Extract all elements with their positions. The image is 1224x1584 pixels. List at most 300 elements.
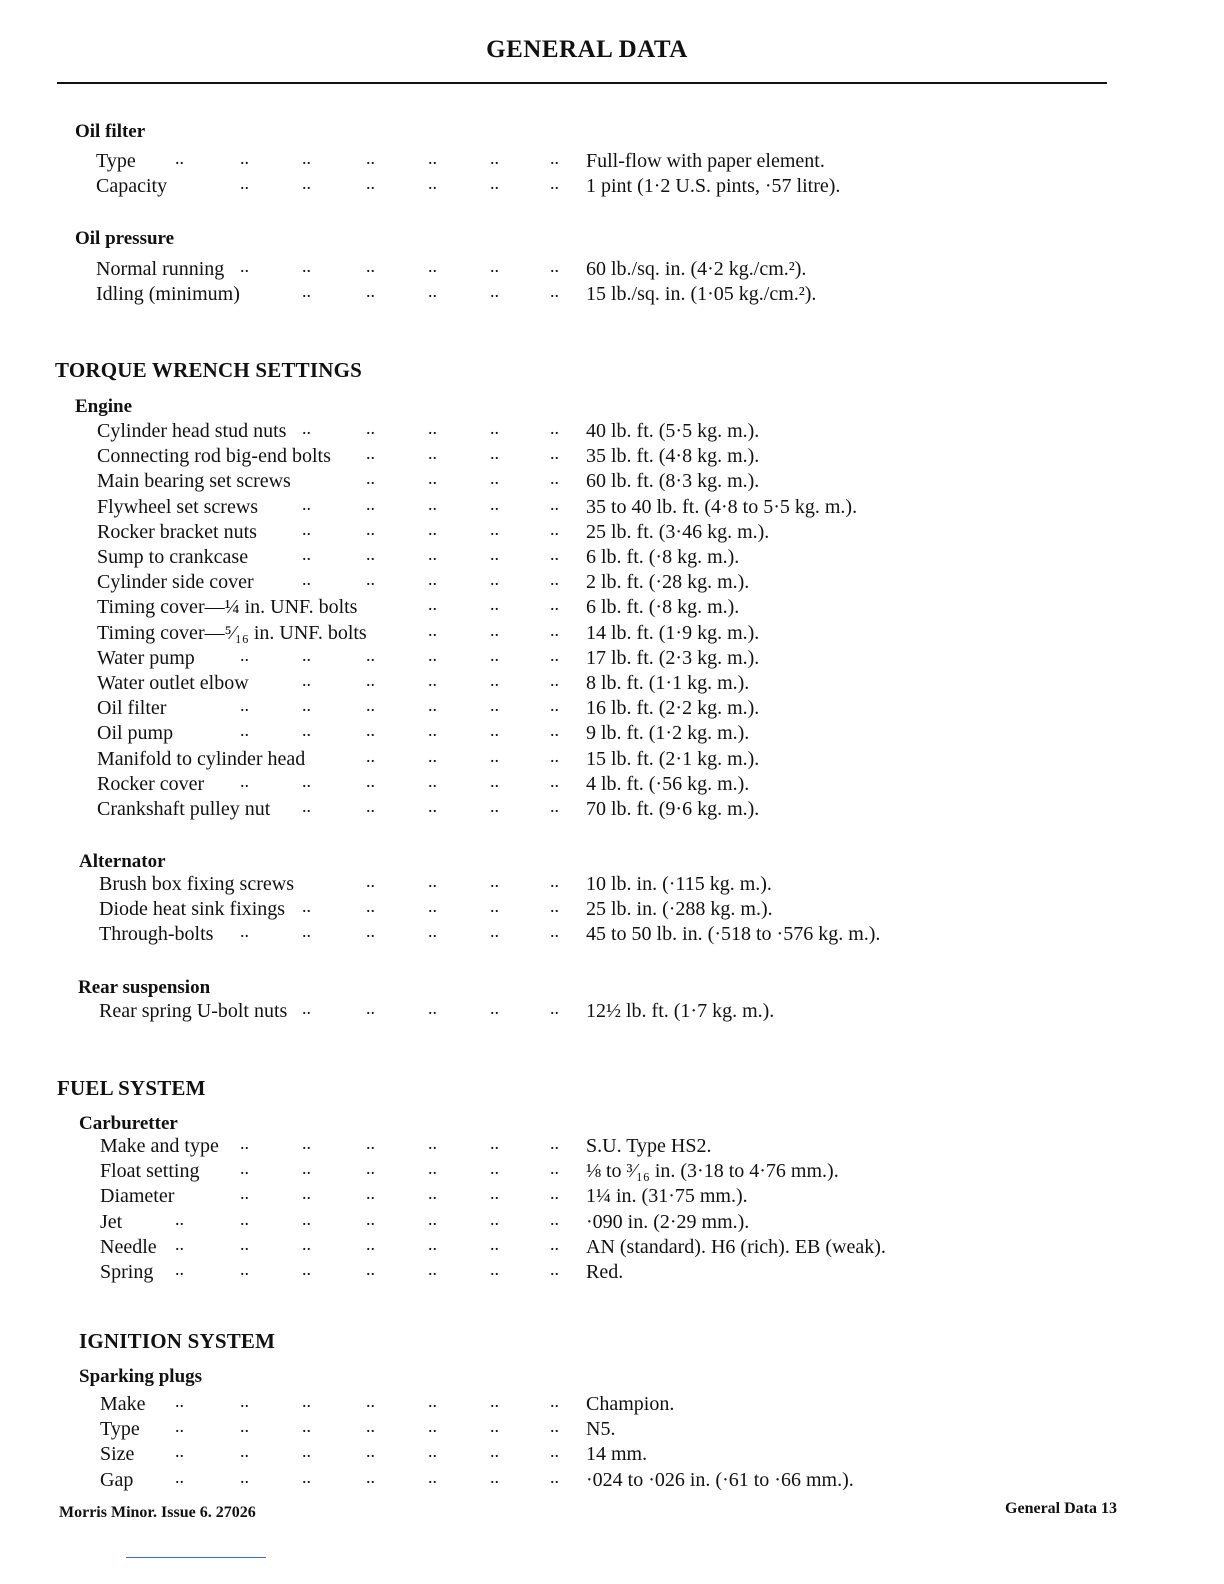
leader-dots: .. — [490, 518, 499, 539]
spec-value: Full-flow with paper element. — [586, 150, 825, 172]
leader-dots: .. — [428, 1233, 437, 1254]
leader-dots: .. — [490, 619, 499, 640]
spec-row — [0, 470, 1224, 495]
leader-dots: .. — [490, 1416, 499, 1437]
leader-dots: .. — [490, 998, 499, 1018]
leader-dots: .. — [490, 148, 499, 168]
leader-dots: .. — [302, 695, 311, 716]
leader-dots: .. — [302, 1259, 311, 1279]
leader-dots: .. — [550, 518, 559, 539]
spec-value: 40 lb. ft. (5·5 kg. m.). — [586, 420, 760, 442]
leader-dots: .. — [366, 644, 375, 665]
spec-row — [0, 1208, 1224, 1236]
leader-dots: .. — [366, 1466, 375, 1487]
spec-label: Manifold to cylinder head — [97, 747, 306, 770]
leader-dots: .. — [366, 770, 375, 791]
leader-dots: .. — [175, 1391, 184, 1411]
spec-value: 1¼ in. (31·75 mm.). — [586, 1185, 748, 1208]
oil-pressure-heading: Oil pressure — [75, 228, 175, 249]
leader-dots: .. — [366, 1158, 375, 1179]
spec-value: Champion. — [586, 1393, 675, 1415]
leader-dots: .. — [240, 1466, 249, 1487]
leader-dots: .. — [428, 871, 437, 891]
spec-label: Brush box fixing screws — [99, 873, 294, 895]
torque-heading: TORQUE WRENCH SETTINGS — [55, 358, 363, 382]
engine-heading: Engine — [75, 396, 133, 417]
leader-dots: .. — [428, 281, 437, 302]
leader-dots: .. — [366, 493, 375, 514]
leader-dots: .. — [550, 998, 559, 1018]
footer-page-number: General Data 13 — [1005, 1500, 1117, 1517]
leader-dots: .. — [550, 468, 559, 489]
leader-dots: .. — [490, 418, 499, 438]
spec-row — [0, 770, 1224, 798]
leader-dots: .. — [550, 695, 559, 716]
leader-dots: .. — [366, 1208, 375, 1229]
leader-dots: .. — [550, 1441, 559, 1462]
leader-dots: .. — [550, 544, 559, 564]
spec-value: 6 lb. ft. (·8 kg. m.). — [586, 546, 740, 568]
spec-row — [0, 898, 1224, 923]
spec-value: 16 lb. ft. (2·2 kg. m.). — [586, 697, 760, 720]
leader-dots: .. — [366, 670, 375, 690]
leader-dots: .. — [302, 1391, 311, 1411]
leader-dots: .. — [302, 998, 311, 1018]
oil-filter-heading: Oil filter — [75, 121, 146, 142]
spec-value: 14 lb. ft. (1·9 kg. m.). — [586, 621, 760, 644]
leader-dots: .. — [366, 148, 375, 168]
leader-dots: .. — [490, 1391, 499, 1411]
leader-dots: .. — [550, 443, 559, 464]
leader-dots: .. — [490, 921, 499, 942]
rear-suspension-heading: Rear suspension — [78, 977, 211, 998]
spec-value: 9 lb. ft. (1·2 kg. m.). — [586, 722, 750, 745]
spec-label: Cylinder head stud nuts — [97, 420, 287, 442]
leader-dots: .. — [550, 148, 559, 168]
leader-dots: .. — [428, 1133, 437, 1153]
leader-dots: .. — [366, 1416, 375, 1437]
spec-row — [0, 518, 1224, 546]
leader-dots: .. — [302, 670, 311, 690]
leader-dots: .. — [490, 468, 499, 489]
leader-dots: .. — [366, 418, 375, 438]
leader-dots: .. — [302, 896, 311, 917]
leader-dots: .. — [302, 1208, 311, 1229]
leader-dots: .. — [240, 256, 249, 276]
leader-dots: .. — [366, 745, 375, 766]
spec-label: Jet — [100, 1210, 123, 1233]
leader-dots: .. — [240, 1133, 249, 1153]
leader-dots: .. — [490, 1133, 499, 1153]
leader-dots: .. — [428, 468, 437, 489]
leader-dots: .. — [490, 173, 499, 194]
leader-dots: .. — [302, 644, 311, 665]
spec-value: 14 mm. — [586, 1443, 648, 1466]
leader-dots: .. — [302, 1416, 311, 1437]
leader-dots: .. — [428, 1183, 437, 1204]
leader-dots: .. — [302, 418, 311, 438]
spec-label: Spring — [100, 1261, 154, 1283]
leader-dots: .. — [550, 1183, 559, 1204]
spec-row — [0, 445, 1224, 470]
leader-dots: .. — [550, 720, 559, 741]
spec-label: Through-bolts — [99, 923, 214, 946]
leader-dots: .. — [428, 1416, 437, 1437]
leader-dots: .. — [240, 921, 249, 942]
spec-label: Make and type — [100, 1135, 219, 1157]
spec-row — [0, 1418, 1224, 1443]
leader-dots: .. — [490, 720, 499, 741]
spec-label: Water outlet elbow — [97, 672, 249, 694]
ignition-heading: IGNITION SYSTEM — [79, 1329, 276, 1353]
spec-row — [0, 1261, 1224, 1286]
spec-label: Rocker bracket nuts — [97, 520, 257, 543]
leader-dots: .. — [550, 871, 559, 891]
alternator-heading: Alternator — [79, 851, 166, 872]
leader-dots: .. — [550, 921, 559, 942]
leader-dots: .. — [302, 1466, 311, 1487]
leader-dots: .. — [302, 148, 311, 168]
spec-label: Type — [100, 1418, 140, 1441]
leader-dots: .. — [240, 1391, 249, 1411]
leader-dots: .. — [240, 1158, 249, 1179]
leader-dots: .. — [366, 518, 375, 539]
leader-dots: .. — [366, 871, 375, 891]
leader-dots: .. — [550, 1233, 559, 1254]
spec-value: ·024 to ·026 in. (·61 to ·66 mm.). — [586, 1468, 854, 1491]
spec-label: Make — [100, 1393, 146, 1415]
leader-dots: .. — [302, 770, 311, 791]
spec-value: ·090 in. (2·29 mm.). — [586, 1210, 750, 1233]
spec-value: 10 lb. in. (·115 kg. m.). — [586, 873, 772, 895]
leader-dots: .. — [428, 544, 437, 564]
leader-dots: .. — [240, 1441, 249, 1462]
leader-dots: .. — [366, 443, 375, 464]
spec-label: Timing cover—⁵⁄₁₆ in. UNF. bolts — [97, 621, 367, 644]
leader-dots: .. — [550, 644, 559, 665]
leader-dots: .. — [175, 1259, 184, 1279]
leader-dots: .. — [366, 1183, 375, 1204]
leader-dots: .. — [366, 468, 375, 489]
leader-dots: .. — [550, 619, 559, 640]
spec-label: Timing cover—¼ in. UNF. bolts — [97, 596, 358, 619]
leader-dots: .. — [366, 1133, 375, 1153]
leader-dots: .. — [428, 796, 437, 816]
leader-dots: .. — [490, 544, 499, 564]
spec-value: 15 lb./sq. in. (1·05 kg./cm.²). — [586, 283, 817, 306]
leader-dots: .. — [550, 1208, 559, 1229]
leader-dots: .. — [550, 173, 559, 194]
leader-dots: .. — [490, 1466, 499, 1487]
spec-row — [0, 1000, 1224, 1025]
leader-dots: .. — [366, 720, 375, 741]
leader-dots: .. — [428, 418, 437, 438]
spec-label: Rocker cover — [97, 772, 205, 795]
sparking-plugs-heading: Sparking plugs — [79, 1366, 203, 1387]
leader-dots: .. — [302, 493, 311, 514]
leader-dots: .. — [302, 720, 311, 741]
leader-dots: .. — [428, 256, 437, 276]
spec-label: Idling (minimum) — [96, 283, 240, 306]
leader-dots: .. — [490, 871, 499, 891]
leader-dots: .. — [366, 256, 375, 276]
leader-dots: .. — [550, 1391, 559, 1411]
spec-row — [0, 596, 1224, 621]
leader-dots: .. — [490, 443, 499, 464]
leader-dots: .. — [428, 998, 437, 1018]
spec-value: 1 pint (1·2 U.S. pints, ·57 litre). — [586, 175, 841, 198]
spec-row — [0, 420, 1224, 445]
spec-row — [0, 571, 1224, 596]
leader-dots: .. — [490, 493, 499, 514]
leader-dots: .. — [490, 1441, 499, 1462]
leader-dots: .. — [302, 1183, 311, 1204]
leader-dots: .. — [240, 1233, 249, 1254]
leader-dots: .. — [366, 998, 375, 1018]
spec-row — [0, 798, 1224, 823]
leader-dots: .. — [302, 1233, 311, 1254]
leader-dots: .. — [428, 1158, 437, 1179]
leader-dots: .. — [550, 1133, 559, 1153]
leader-dots: .. — [428, 443, 437, 464]
spec-value: N5. — [586, 1418, 616, 1441]
leader-dots: .. — [302, 518, 311, 539]
leader-dots: .. — [550, 770, 559, 791]
leader-dots: .. — [302, 544, 311, 564]
spec-label: Sump to crankcase — [97, 546, 249, 568]
spec-row — [0, 722, 1224, 747]
leader-dots: .. — [550, 745, 559, 766]
leader-dots: .. — [428, 670, 437, 690]
spec-value: Red. — [586, 1261, 624, 1283]
leader-dots: .. — [550, 1259, 559, 1279]
spec-label: Size — [100, 1443, 135, 1466]
spec-row — [0, 283, 1224, 308]
spec-value: 25 lb. ft. (3·46 kg. m.). — [586, 520, 770, 543]
spec-label: Capacity — [96, 175, 168, 198]
leader-dots: .. — [550, 796, 559, 816]
carburetter-heading: Carburetter — [79, 1113, 178, 1134]
spec-value: 25 lb. in. (·288 kg. m.). — [586, 898, 773, 921]
leader-dots: .. — [428, 644, 437, 665]
spec-row — [0, 1135, 1224, 1160]
leader-dots: .. — [550, 418, 559, 438]
leader-dots: .. — [490, 745, 499, 766]
leader-dots: .. — [428, 1441, 437, 1462]
leader-dots: .. — [366, 1391, 375, 1411]
spec-label: Diameter — [100, 1185, 175, 1208]
spec-value: 8 lb. ft. (1·1 kg. m.). — [586, 672, 750, 694]
page-title: GENERAL DATA — [486, 36, 688, 63]
spec-row — [0, 923, 1224, 948]
leader-dots: .. — [550, 896, 559, 917]
leader-dots: .. — [240, 1183, 249, 1204]
leader-dots: .. — [550, 1158, 559, 1179]
leader-dots: .. — [428, 1466, 437, 1487]
spec-label: Diode heat sink fixings — [99, 898, 286, 921]
leader-dots: .. — [240, 1416, 249, 1437]
leader-dots: .. — [550, 670, 559, 690]
leader-dots: .. — [302, 1133, 311, 1153]
spec-value: ⅛ to ³⁄₁₆ in. (3·18 to 4·76 mm.). — [586, 1160, 839, 1183]
leader-dots: .. — [175, 148, 184, 168]
leader-dots: .. — [490, 1233, 499, 1254]
leader-dots: .. — [428, 1391, 437, 1411]
leader-dots: .. — [302, 569, 311, 590]
leader-dots: .. — [366, 796, 375, 816]
leader-dots: .. — [175, 1441, 184, 1462]
spec-label: Rear spring U-bolt nuts — [99, 1000, 288, 1022]
leader-dots: .. — [428, 493, 437, 514]
spec-value: S.U. Type HS2. — [586, 1135, 712, 1157]
spec-row — [0, 1160, 1224, 1185]
spec-row — [0, 1443, 1224, 1468]
leader-dots: .. — [302, 281, 311, 302]
leader-dots: .. — [490, 1259, 499, 1279]
spec-label: Oil filter — [97, 697, 167, 720]
leader-dots: .. — [428, 173, 437, 194]
spec-row — [0, 493, 1224, 521]
spec-row — [0, 745, 1224, 773]
leader-dots: .. — [428, 1259, 437, 1279]
leader-dots: .. — [428, 569, 437, 590]
footer-publication: Morris Minor. Issue 6. 27026 — [59, 1504, 256, 1521]
leader-dots: .. — [302, 921, 311, 942]
leader-dots: .. — [366, 1233, 375, 1254]
leader-dots: .. — [175, 1466, 184, 1487]
spec-label: Crankshaft pulley nut — [97, 798, 271, 820]
leader-dots: .. — [302, 256, 311, 276]
spec-row — [0, 175, 1224, 200]
leader-dots: .. — [175, 1416, 184, 1437]
leader-dots: .. — [550, 1466, 559, 1487]
leader-dots: .. — [366, 1259, 375, 1279]
leader-dots: .. — [302, 1158, 311, 1179]
leader-dots: .. — [366, 569, 375, 590]
spec-value: AN (standard). H6 (rich). EB (weak). — [586, 1235, 886, 1258]
leader-dots: .. — [490, 695, 499, 716]
leader-dots: .. — [428, 594, 437, 615]
leader-dots: .. — [302, 173, 311, 194]
leader-dots: .. — [428, 695, 437, 716]
leader-dots: .. — [490, 569, 499, 590]
leader-dots: .. — [240, 695, 249, 716]
spec-value: 60 lb./sq. in. (4·2 kg./cm.²). — [586, 258, 807, 280]
leader-dots: .. — [240, 1259, 249, 1279]
spec-label: Cylinder side cover — [97, 571, 254, 594]
title-rule — [57, 82, 1107, 84]
spec-row — [0, 1393, 1224, 1418]
leader-dots: .. — [490, 1208, 499, 1229]
spec-label: Type — [96, 150, 136, 172]
leader-dots: .. — [366, 896, 375, 917]
spec-label: Water pump — [97, 646, 195, 669]
leader-dots: .. — [302, 796, 311, 816]
spec-row — [0, 672, 1224, 697]
leader-dots: .. — [490, 796, 499, 816]
spec-label: Oil pump — [97, 722, 174, 745]
spec-row — [0, 1466, 1224, 1494]
spec-row — [0, 644, 1224, 672]
leader-dots: .. — [490, 256, 499, 276]
leader-dots: .. — [550, 493, 559, 514]
leader-dots: .. — [240, 770, 249, 791]
leader-dots: .. — [550, 569, 559, 590]
leader-dots: .. — [302, 1441, 311, 1462]
leader-dots: .. — [366, 1441, 375, 1462]
spec-row — [0, 619, 1224, 647]
leader-dots: .. — [240, 720, 249, 741]
spec-label: Normal running — [96, 258, 225, 280]
leader-dots: .. — [428, 921, 437, 942]
leader-dots: .. — [366, 281, 375, 302]
leader-dots: .. — [240, 148, 249, 168]
leader-dots: .. — [175, 1233, 184, 1254]
spec-value: 17 lb. ft. (2·3 kg. m.). — [586, 646, 760, 669]
spec-value: 70 lb. ft. (9·6 kg. m.). — [586, 798, 760, 820]
leader-dots: .. — [175, 1208, 184, 1229]
leader-dots: .. — [490, 594, 499, 615]
leader-dots: .. — [240, 1208, 249, 1229]
spec-row — [0, 150, 1224, 175]
leader-dots: .. — [550, 1416, 559, 1437]
bottom-line — [126, 1557, 266, 1558]
spec-value: 2 lb. ft. (·28 kg. m.). — [586, 571, 750, 594]
leader-dots: .. — [366, 921, 375, 942]
spec-label: Needle — [100, 1235, 157, 1258]
leader-dots: .. — [550, 256, 559, 276]
spec-value: 15 lb. ft. (2·1 kg. m.). — [586, 747, 760, 770]
spec-label: Flywheel set screws — [97, 495, 259, 518]
spec-row — [0, 258, 1224, 283]
leader-dots: .. — [428, 720, 437, 741]
leader-dots: .. — [366, 544, 375, 564]
spec-value: 6 lb. ft. (·8 kg. m.). — [586, 596, 740, 619]
spec-value: 60 lb. ft. (8·3 kg. m.). — [586, 470, 760, 493]
leader-dots: .. — [490, 770, 499, 791]
leader-dots: .. — [550, 281, 559, 302]
spec-label: Connecting rod big-end bolts — [97, 445, 331, 468]
leader-dots: .. — [490, 281, 499, 302]
leader-dots: .. — [428, 896, 437, 917]
spec-row — [0, 873, 1224, 898]
leader-dots: .. — [428, 770, 437, 791]
fuel-heading: FUEL SYSTEM — [57, 1076, 206, 1100]
spec-value: 4 lb. ft. (·56 kg. m.). — [586, 772, 750, 795]
spec-value: 35 lb. ft. (4·8 kg. m.). — [586, 445, 760, 468]
spec-label: Gap — [100, 1468, 134, 1491]
spec-label: Float setting — [100, 1160, 200, 1183]
leader-dots: .. — [366, 695, 375, 716]
leader-dots: .. — [240, 173, 249, 194]
leader-dots: .. — [240, 644, 249, 665]
leader-dots: .. — [366, 173, 375, 194]
spec-value: 12½ lb. ft. (1·7 kg. m.). — [586, 1000, 775, 1022]
leader-dots: .. — [428, 518, 437, 539]
leader-dots: .. — [490, 896, 499, 917]
spec-row — [0, 1185, 1224, 1210]
leader-dots: .. — [490, 1183, 499, 1204]
leader-dots: .. — [428, 148, 437, 168]
spec-label: Main bearing set screws — [97, 470, 291, 493]
leader-dots: .. — [490, 1158, 499, 1179]
leader-dots: .. — [550, 594, 559, 615]
spec-row — [0, 546, 1224, 571]
spec-value: 45 to 50 lb. in. (·518 to ·576 kg. m.). — [586, 923, 881, 946]
leader-dots: .. — [428, 619, 437, 640]
leader-dots: .. — [490, 670, 499, 690]
spec-row — [0, 697, 1224, 722]
